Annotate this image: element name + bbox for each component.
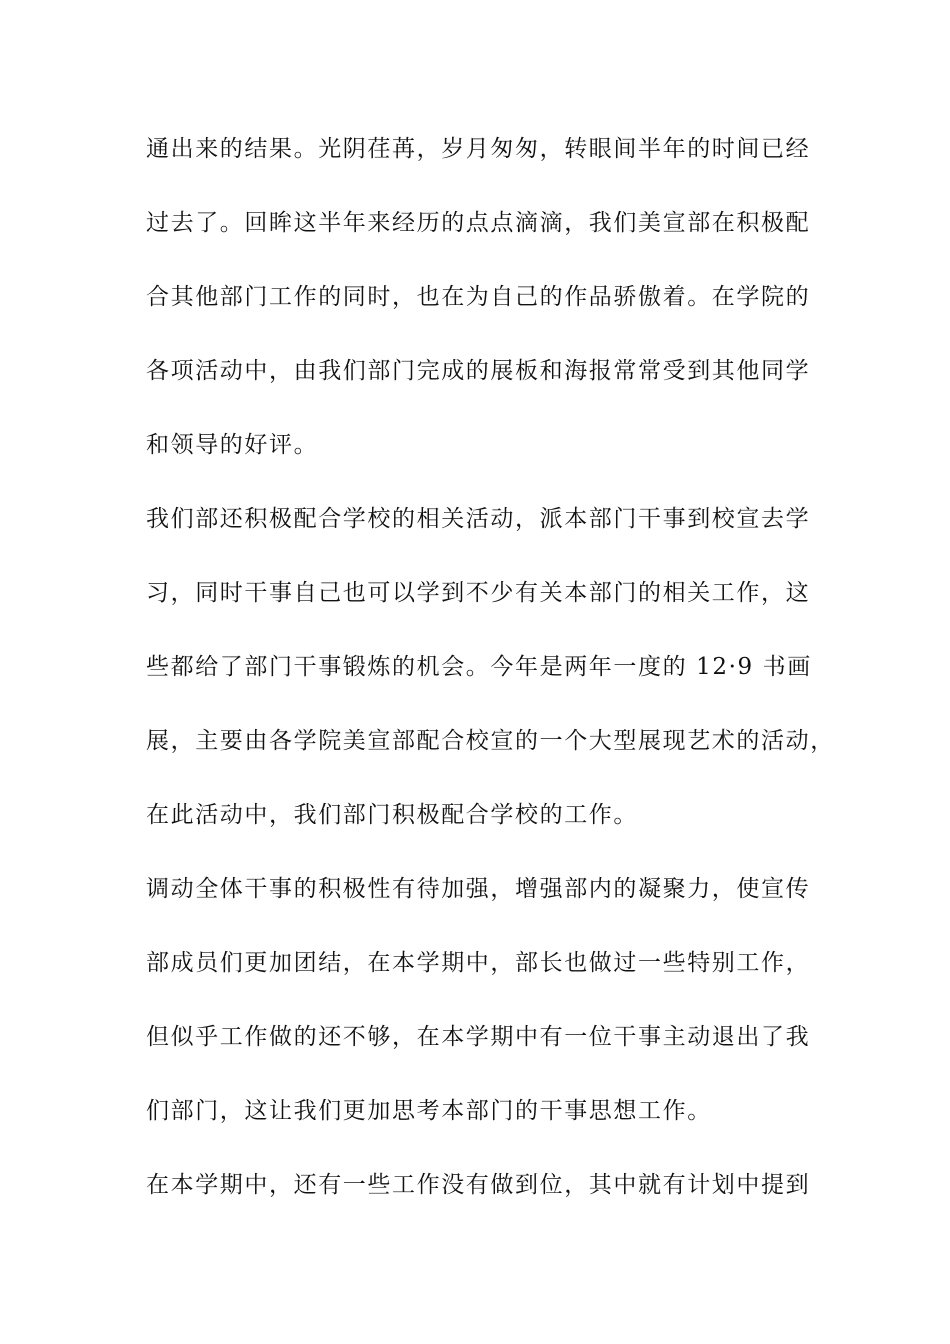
text-line: 们部门，这让我们更加思考本部门的干事思想工作。	[146, 1098, 712, 1124]
text-line: 在此活动中，我们部门积极配合学校的工作。	[146, 802, 638, 828]
text-line: 调动全体干事的积极性有待加强，增强部内的凝聚力，使宣传	[146, 876, 811, 902]
document-body	[146, 134, 835, 1244]
text-line: 在本学期中，还有一些工作没有做到位，其中就有计划中提到	[146, 1172, 811, 1198]
text-line: 过去了。回眸这半年来经历的点点滴滴，我们美宣部在积极配	[146, 210, 811, 236]
text-line: 习，同时干事自己也可以学到不少有关本部门的相关工作，这	[146, 580, 811, 606]
text-line: 展，主要由各学院美宣部配合校宣的一个大型展现艺术的活动，	[146, 728, 835, 754]
text-line: 部成员们更加团结，在本学期中，部长也做过一些特别工作，	[146, 950, 811, 976]
text-line: 但似乎工作做的还不够，在本学期中有一位干事主动退出了我	[146, 1024, 811, 1050]
text-line: 我们部还积极配合学校的相关活动，派本部门干事到校宣去学	[146, 506, 811, 532]
text-line: 和领导的好评。	[146, 432, 319, 458]
text-line: 些都给了部门干事锻炼的机会。今年是两年一度的 12·9 书画	[146, 654, 812, 680]
text-line: 合其他部门工作的同时，也在为自己的作品骄傲着。在学院的	[146, 284, 811, 310]
text-line: 通出来的结果。光阴荏苒，岁月匆匆，转眼间半年的时间已经	[146, 136, 811, 162]
text-line: 各项活动中，由我们部门完成的展板和海报常常受到其他同学	[146, 358, 811, 384]
